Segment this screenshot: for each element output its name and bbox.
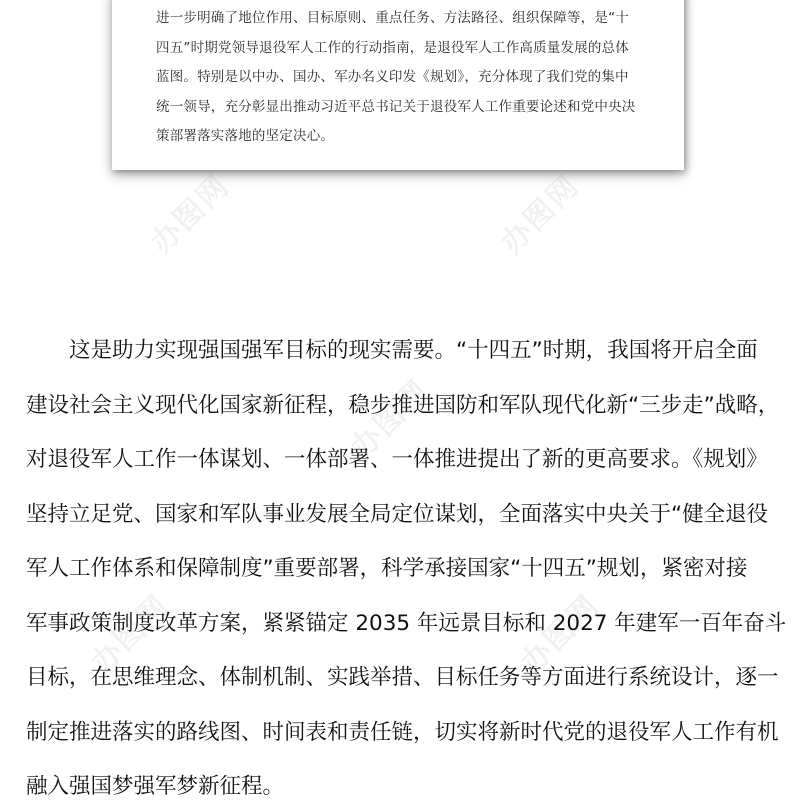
article-line: 建设社会主义现代化国家新征程，稳步推进国防和军队现代化新“三步走”战略， — [26, 392, 780, 418]
quote-card — [112, 0, 684, 170]
quote-card-line: 统一领导，充分彰显出推动习近平总书记关于退役军人工作重要论述和党中央决 — [156, 98, 636, 115]
quote-card-line: 四五”时期党领导退役军人工作的行动指南，是退役军人工作高质量发展的总体 — [156, 39, 629, 56]
article-line: 对退役军人工作一体谋划、一体部署、一体推进提出了新的更高要求。《规划》 — [26, 447, 768, 472]
quote-card-line: 进一步明确了地位作用、目标原则、重点任务、方法路径、组织保障等，是“十 — [156, 10, 629, 26]
article-line: 制定推进落实的路线图、时间表和责任链，切实将新时代党的退役军人工作有机 — [26, 719, 779, 745]
article-line: 目标，在思维理念、体制机制、实践举措、目标任务等方面进行系统设计，逐一 — [26, 665, 779, 690]
watermark: 办图网 — [514, 588, 607, 681]
watermark: 办图网 — [344, 373, 437, 466]
article-line: 军事政策制度改革方案，紧紧锚定 2035 年远景目标和 2027 年建军一百年奋斗 — [26, 610, 787, 636]
quote-card-line: 策部署落实落地的坚定决心。 — [156, 128, 335, 144]
quote-card-text — [156, 4, 648, 152]
article-line: 军人工作体系和保障制度”重要部署，科学承接国家“十四五”规划，紧密对接 — [26, 556, 748, 581]
watermark: 办图网 — [84, 588, 177, 681]
quote-card-line: 蓝图。特别是以中办、国办、军办名义印发《规划》，充分体现了我们党的集中 — [156, 69, 629, 85]
article-line: 坚持立足党、国家和军队事业发展全局定位谋划，全面落实中央关于“健全退役 — [26, 501, 769, 527]
watermark: 办图网 — [144, 168, 237, 261]
article-line: 融入强国梦强军梦新征程。 — [26, 774, 285, 799]
article-body — [26, 324, 786, 800]
article-line: 这是助力实现强国强军目标的现实需要。“十四五”时期，我国将开启全面 — [26, 338, 758, 363]
watermark: 办图网 — [494, 168, 587, 261]
